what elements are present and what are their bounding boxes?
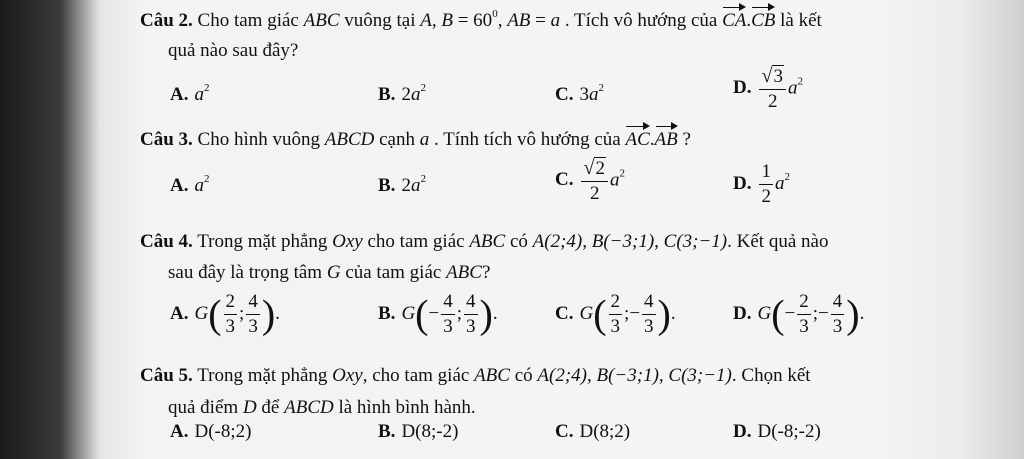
- option-denominator: 3: [248, 316, 258, 337]
- left-paren: (: [593, 291, 607, 337]
- q3-square: ABCD: [324, 129, 375, 150]
- q5-text: . Chọn kết: [731, 365, 811, 386]
- option-fraction: [246, 290, 260, 339]
- option-coef: 3: [579, 84, 589, 105]
- right-paren: ): [261, 291, 276, 337]
- q5-option-c[interactable]: [555, 421, 630, 443]
- option-label: B.: [378, 84, 396, 105]
- option-exp: 2: [619, 167, 625, 180]
- option-label: A.: [170, 302, 189, 324]
- option-fraction: [642, 290, 656, 339]
- q3-vector-2: AB: [654, 129, 678, 150]
- option-label: C.: [555, 84, 574, 105]
- q4-centroid: G: [326, 262, 341, 283]
- left-paren: (: [208, 291, 222, 337]
- option-denominator: 3: [610, 316, 621, 337]
- option-fraction: [797, 290, 811, 339]
- q2-text: vuông tại: [339, 10, 421, 31]
- option-numerator: 4: [246, 290, 260, 315]
- option-point: G: [401, 302, 416, 324]
- option-denominator: 2: [761, 186, 771, 207]
- option-label: A.: [170, 84, 189, 105]
- q4-text: có: [505, 231, 533, 252]
- q5-option-d[interactable]: [733, 421, 821, 443]
- q5-text: là hình bình hành.: [333, 397, 476, 418]
- option-fraction: [831, 290, 845, 339]
- option-label: D.: [733, 172, 752, 194]
- q4-text: ?: [481, 262, 491, 283]
- q5-line2: [168, 396, 476, 420]
- q4-triangle: ABC: [446, 262, 482, 283]
- q4-text: sau đây là trọng tâm: [168, 262, 327, 283]
- q4-text: . Kết quả nào: [727, 231, 829, 252]
- q2-option-b[interactable]: [378, 84, 426, 106]
- q5-text: Trong mặt phẳng: [192, 365, 333, 386]
- option-label: C.: [555, 421, 574, 442]
- q2-line2: quả nào sau đây?: [168, 40, 299, 61]
- q2-option-d[interactable]: [733, 64, 803, 114]
- option-value: D(-8;2): [194, 421, 252, 442]
- q2-vector-1: CA: [722, 10, 747, 31]
- q2-condition: A, B: [420, 10, 453, 31]
- option-var: a: [410, 175, 421, 196]
- q2-text: . Tích vô hướng của: [560, 10, 723, 31]
- right-paren: ): [657, 291, 671, 337]
- q5-parallelogram: ABCD: [284, 397, 334, 418]
- left-paren: (: [415, 291, 429, 337]
- option-label: C.: [555, 169, 574, 191]
- option-label: B.: [378, 421, 396, 442]
- option-end: .: [275, 302, 280, 324]
- q4-option-a[interactable]: A. G( $\frac{2}{3}$ ; $\frac{4}{3}$ ).: [170, 291, 280, 337]
- q4-option-d[interactable]: D. G(− $\frac{2}{3}$ ;− $\frac{4}{3}$ ).: [733, 291, 865, 337]
- option-point: G: [194, 302, 209, 324]
- q3-vector-1: AC: [625, 129, 650, 150]
- option-exp: 2: [598, 82, 604, 94]
- option-denominator: 2: [589, 183, 600, 204]
- q4-text: của tam giác: [340, 262, 447, 283]
- q2-text: là kết: [775, 10, 822, 31]
- q3-option-a[interactable]: [170, 175, 209, 197]
- option-denominator: 3: [799, 316, 809, 337]
- option-value: D(8;-2): [401, 421, 459, 442]
- q2-triangle: ABC: [303, 10, 340, 31]
- option-sign: −: [629, 302, 641, 324]
- q3-label: Câu 3.: [140, 129, 193, 150]
- option-end: .: [670, 302, 676, 324]
- q2-line1: [140, 9, 822, 33]
- option-var: a: [774, 172, 785, 194]
- q3-text: ?: [677, 129, 691, 150]
- q4-triangle: ABC: [469, 231, 506, 252]
- option-fraction: [441, 290, 455, 339]
- option-fraction: [581, 156, 607, 206]
- q4-label: Câu 4.: [140, 231, 193, 252]
- q5-option-b[interactable]: [378, 421, 458, 443]
- q2-option-c[interactable]: [555, 84, 604, 106]
- right-paren: ): [479, 291, 493, 337]
- option-label: B.: [378, 302, 396, 324]
- option-fraction: [759, 160, 773, 209]
- q3-dot: .: [649, 129, 655, 150]
- option-exp: 2: [420, 82, 426, 94]
- option-point: G: [757, 302, 772, 324]
- q4-text: cho tam giác: [362, 231, 470, 252]
- option-label: D.: [733, 77, 752, 99]
- option-label: A.: [170, 175, 189, 196]
- option-sign: −: [818, 302, 829, 324]
- option-label: A.: [170, 421, 189, 442]
- q2-degree: 0: [492, 8, 498, 20]
- option-var: a: [194, 175, 204, 196]
- option-fraction: [464, 290, 478, 339]
- q3-line1: [140, 128, 691, 152]
- q2-dot: .: [746, 10, 752, 31]
- q2-side: AB: [507, 10, 531, 31]
- option-label: C.: [555, 302, 574, 324]
- option-var: a: [194, 84, 204, 105]
- option-numerator: 4: [642, 290, 656, 315]
- option-coef: 2: [401, 84, 411, 105]
- q4-points: A(2;4), B(−3;1), C(3;−1): [532, 231, 728, 252]
- q2-text: = 60: [452, 10, 493, 31]
- q5-text: quả điểm: [168, 397, 243, 418]
- q2-text: Cho tam giác: [192, 10, 304, 31]
- option-label: D.: [733, 302, 752, 324]
- option-denominator: 3: [443, 316, 453, 337]
- q4-plane: Oxy: [332, 231, 363, 252]
- sqrt-symbol: √3: [761, 65, 783, 87]
- left-paren: (: [771, 291, 785, 337]
- q4-line1: [140, 230, 828, 254]
- option-var: a: [787, 77, 798, 99]
- right-paren: ): [846, 291, 860, 337]
- q3-text: Cho hình vuông: [192, 129, 325, 150]
- q3-text: . Tính tích vô hướng của: [429, 129, 626, 150]
- option-fraction: [609, 290, 623, 339]
- option-value: D(8;2): [579, 421, 631, 442]
- option-coef: 2: [401, 175, 411, 196]
- option-denominator: 3: [466, 316, 476, 337]
- option-numerator: 4: [831, 290, 845, 315]
- option-numerator: 2: [224, 290, 238, 315]
- q3-option-d[interactable]: [733, 160, 790, 209]
- option-denominator: 3: [832, 316, 843, 337]
- q5-text: có: [509, 365, 538, 386]
- q2-var: a: [550, 10, 561, 31]
- option-var: a: [609, 169, 620, 191]
- option-numerator: 3: [773, 66, 783, 87]
- q3-var: a: [419, 129, 430, 150]
- q5-text: để: [256, 397, 285, 418]
- q3-text: cạnh: [374, 129, 420, 150]
- option-numerator: 4: [441, 290, 455, 315]
- option-denominator: 3: [225, 316, 236, 337]
- option-label: D.: [733, 421, 752, 442]
- option-numerator: 2: [609, 290, 623, 315]
- option-point: G: [579, 302, 594, 324]
- q4-option-c[interactable]: C. G( $\frac{2}{3}$ ;− $\frac{4}{3}$ ).: [555, 291, 676, 337]
- q4-line2: [168, 261, 490, 285]
- q5-points: A(2;4), B(−3;1), C(3;−1): [537, 365, 732, 386]
- option-label: B.: [378, 175, 396, 196]
- option-var: a: [588, 84, 599, 105]
- q5-point: D: [242, 397, 257, 418]
- sqrt-symbol: √2: [583, 157, 605, 179]
- q5-plane: Oxy: [332, 365, 363, 386]
- option-denominator: 2: [767, 91, 778, 112]
- option-numerator: 4: [464, 290, 478, 315]
- q3-option-c[interactable]: [555, 156, 625, 206]
- option-numerator: 1: [759, 160, 773, 185]
- q5-line1: [140, 364, 811, 388]
- option-exp: 2: [203, 82, 210, 94]
- option-var: a: [410, 84, 421, 105]
- option-numerator: 2: [595, 158, 605, 179]
- option-exp: 2: [420, 173, 426, 185]
- q2-text: =: [530, 10, 551, 31]
- q2-option-a[interactable]: [170, 84, 209, 106]
- q2-text: ,: [497, 10, 508, 31]
- q4-option-b[interactable]: B. G(− $\frac{4}{3}$ ; $\frac{4}{3}$ ).: [378, 291, 498, 337]
- option-denominator: 3: [644, 316, 654, 337]
- option-exp: 2: [784, 170, 790, 183]
- option-fraction: [759, 64, 785, 114]
- option-sign: −: [428, 302, 440, 324]
- option-end: .: [859, 302, 865, 324]
- option-sign: −: [784, 302, 796, 324]
- q5-label: Câu 5.: [140, 365, 193, 386]
- q2-vector-2: CB: [751, 10, 776, 31]
- q5-triangle: ABC: [474, 365, 510, 386]
- option-exp: 2: [203, 173, 210, 185]
- option-value: D(-8;-2): [757, 421, 821, 442]
- q5-text: , cho tam giác: [362, 365, 475, 386]
- option-fraction: [224, 290, 238, 339]
- q4-text: Trong mặt phẳng: [192, 231, 333, 252]
- option-end: .: [492, 302, 498, 324]
- option-numerator: 2: [797, 290, 811, 315]
- q3-option-b[interactable]: [378, 175, 426, 197]
- q2-label: Câu 2.: [140, 10, 193, 31]
- option-exp: 2: [797, 75, 803, 88]
- q5-option-a[interactable]: [170, 421, 251, 443]
